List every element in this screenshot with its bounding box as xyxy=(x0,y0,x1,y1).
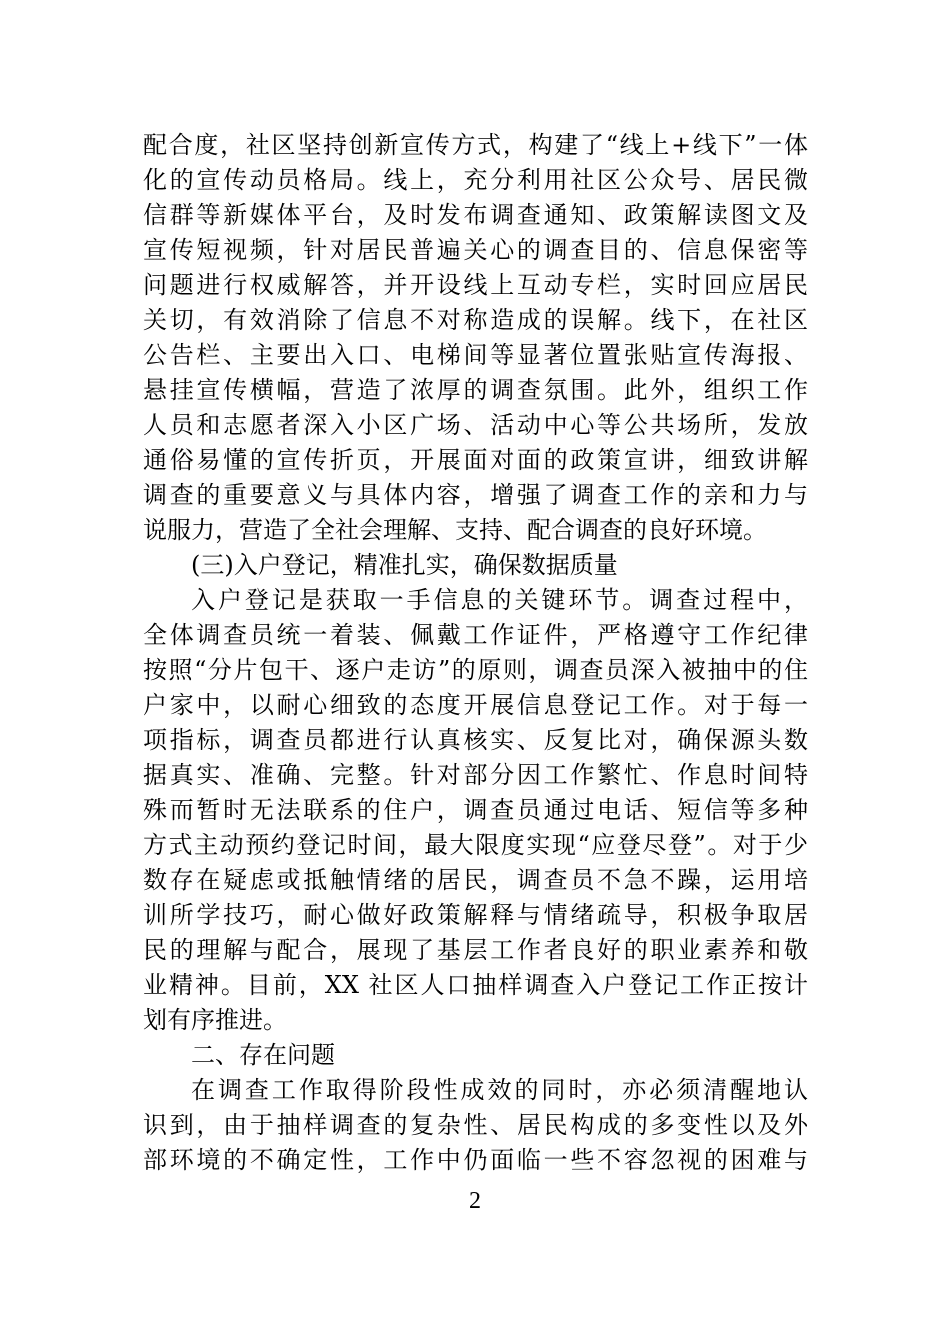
body-text-line: 关切，有效消除了信息不对称造成的误解。线下，在社区 xyxy=(143,306,808,334)
body-text-line: 户家中，以耐心细致的态度开展信息登记工作。对于每一 xyxy=(143,691,808,719)
page-number: 2 xyxy=(469,1188,481,1214)
body-text-line: 公告栏、主要出入口、电梯间等显著位置张贴宣传海报、 xyxy=(143,341,808,369)
body-text-line: 问题进行权威解答，并开设线上互动专栏，实时回应居民 xyxy=(143,271,808,299)
body-text-line: 信群等新媒体平台，及时发布调查通知、政策解读图文及 xyxy=(143,201,808,229)
body-text-line: 方式主动预约登记时间，最大限度实现“应登尽登”。对于少 xyxy=(143,831,808,859)
body-text-line: 训所学技巧，耐心做好政策解释与情绪疏导，积极争取居 xyxy=(143,901,808,929)
body-text-line: 人员和志愿者深入小区广场、活动中心等公共场所，发放 xyxy=(143,411,808,439)
section-heading: (三)入户登记，精准扎实，确保数据质量 xyxy=(191,551,618,579)
body-text-line: 项指标，调查员都进行认真核实、反复比对，确保源头数 xyxy=(143,726,808,754)
body-text-line: 民的理解与配合，展现了基层工作者良好的职业素养和敬 xyxy=(143,936,808,964)
body-text-line: 数存在疑虑或抵触情绪的居民，调查员不急不躁，运用培 xyxy=(143,866,808,894)
body-text-line: 全体调查员统一着装、佩戴工作证件，严格遵守工作纪律 xyxy=(143,621,808,649)
body-text-line: 调查的重要意义与具体内容，增强了调查工作的亲和力与 xyxy=(143,481,808,509)
body-text-line: 配合度，社区坚持创新宣传方式，构建了“线上+线下”一体 xyxy=(143,131,808,159)
body-text-line: 部环境的不确定性，工作中仍面临一些不容忽视的困难与 xyxy=(143,1146,808,1174)
body-text-line: 悬挂宣传横幅，营造了浓厚的调查氛围。此外，组织工作 xyxy=(143,376,808,404)
body-text-line: 化的宣传动员格局。线上，充分利用社区公众号、居民微 xyxy=(143,166,808,194)
body-text-line: 按照“分片包干、逐户走访”的原则，调查员深入被抽中的住 xyxy=(143,656,808,684)
body-text-line: 通俗易懂的宣传折页，开展面对面的政策宣讲，细致讲解 xyxy=(143,446,808,474)
body-text-line: 识到，由于抽样调查的复杂性、居民构成的多变性以及外 xyxy=(143,1111,808,1139)
body-text-line: 说服力，营造了全社会理解、支持、配合调查的良好环境。 xyxy=(143,516,767,544)
body-text-line: 据真实、准确、完整。针对部分因工作繁忙、作息时间特 xyxy=(143,761,808,789)
body-text-line: 殊而暂时无法联系的住户，调查员通过电话、短信等多种 xyxy=(143,796,808,824)
body-text-line: 划有序推进。 xyxy=(143,1006,287,1034)
body-text-line: 入户登记是获取一手信息的关键环节。调查过程中， xyxy=(191,586,808,614)
body-text-line: 在调查工作取得阶段性成效的同时，亦必须清醒地认 xyxy=(191,1076,808,1104)
section-heading: 二、存在问题 xyxy=(191,1041,335,1069)
body-text-line: 业精神。目前，XX 社区人口抽样调查入户登记工作正按计 xyxy=(143,971,808,999)
body-text-line: 宣传短视频，针对居民普遍关心的调查目的、信息保密等 xyxy=(143,236,808,264)
